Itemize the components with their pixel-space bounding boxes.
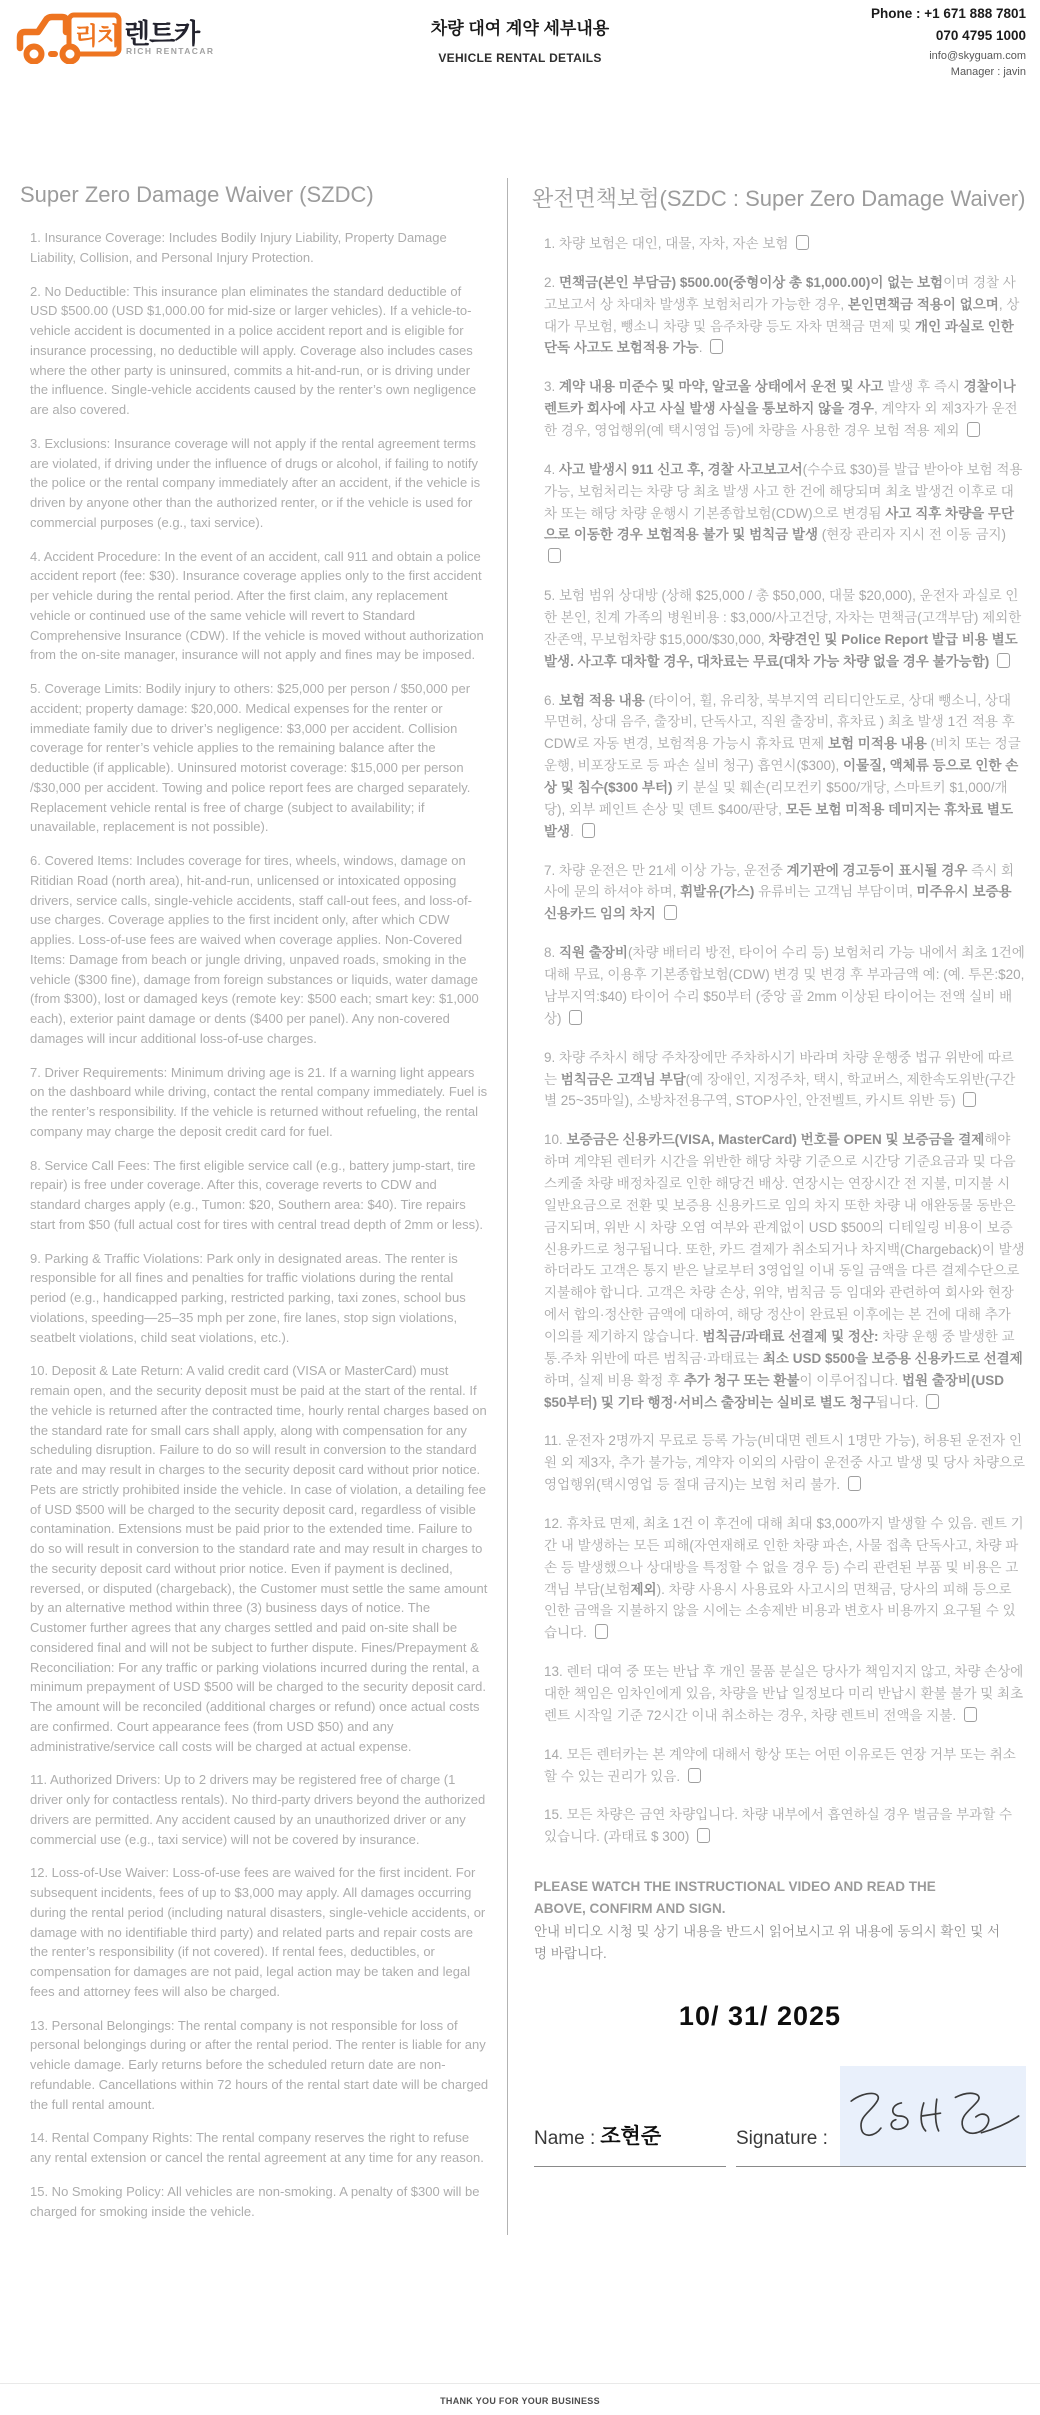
- confirm-checkbox[interactable]: [967, 422, 980, 437]
- confirm-checkbox[interactable]: [710, 339, 723, 354]
- contact-line: Phone : +1 671 888 7801: [871, 6, 1026, 21]
- policy-paragraph-kr: 15. 모든 차량은 금연 차량입니다. 차량 내부에서 흡연하실 경우 벌금을 부과할 수 있습니다. (과태료 $ 300): [544, 1807, 1013, 1845]
- contact-info: [871, 6, 1026, 78]
- policy-list-kr: [532, 233, 1026, 1848]
- name-value: 조현준: [600, 2124, 662, 2148]
- policy-paragraph-kr: 12. 휴차료 면제, 최초 1건 이 후건에 대해 최대 $3,000까지 발생할 수 있음. 렌트 기간 내 발생하는 모든 피해(자연재해로 인한 차량 파손, 사물 접촉 단독사고, 차량 파손 등 발생했으나 상대방을 특정할 수 없을 경우 등) 수리 관련된 부품 및 비용은 고객님 부담(보험제외). 차량 사용시 사용료와 사고시의 면책금, 당사의 피해 등으로 인한 금액을 지불하지 않을 시에는 소송제반 비용과 변호사 비용까지 요구될 수 있습니다.: [544, 1515, 1024, 1641]
- policy-paragraph-en: 1. Insurance Coverage: Includes Bodily Injury Liability, Property Damage Liability, Collision, and Personal Injury Protection.: [30, 230, 447, 265]
- logo-text-rentcar: 렌트카: [124, 19, 200, 49]
- company-logo: [12, 8, 242, 68]
- document-title-kr: 차량 대여 계약 세부내용: [430, 19, 610, 38]
- contact-line: 070 4795 1000: [935, 28, 1026, 43]
- document-title-en: VEHICLE RENTAL DETAILS: [438, 51, 602, 65]
- policy-paragraph-en: 10. Deposit & Late Return: A valid credit card (VISA or MasterCard) must remain open, and the security deposit must be paid at the start of the rental. If the vehicle is returned after the contracted time, hourly rental charges based on the standard rate for small cars shall apply, along with compensation for any scheduling disruption. Failure to do so will result in conversion to the standard rate and may result in charges to the security deposit card without prior notice. Pets are strictly prohibited inside the vehicle. In case of violation, a detailing fee of USD $500 will be charged to the security deposit card, regardless of visible contamination. Extensions must be paid prior to the extended time. Failure to do so will result in conversion to the standard rate and may result in charges to the security deposit card without prior notice. Even if payment is declined, reversed, or disputed (chargeback), the Customer must settle the same amount by an alternative method within three (3) business days of notice. The Customer further agrees that any charges settled and paid on-site shall be considered final and will not be subject to further dispute. Fines/Prepayment & Reconciliation: For any traffic or parking violations incurred during the rental, a minimum prepayment of USD $500 will be charged to the security deposit card. The amount will be reconciled (additional charges or refund) once actual costs are confirmed. Court appearance fees (from USD $50) and any administrative/service call costs will be charged at actual expense.: [30, 1363, 488, 1754]
- page-footer: [0, 2383, 1040, 2415]
- policy-paragraph-kr: 2. 면책금(본인 부담금) $500.00(중형이상 총 $1,000.00)이 없는 보험이며 경찰 사고보고서 상 차대차 발생후 보험처리가 가능한 경우, 본인면책금 적용이 없으며, 상대가 무보험, 뺑소니 차량 및 음주차량 등도 자차 면책금 면제 및 개인 과실로 인한 단독 사고도 보험적용 가능.: [544, 274, 1020, 356]
- policy-list-en: [20, 228, 489, 2221]
- confirm-checkbox[interactable]: [796, 235, 809, 250]
- policy-paragraph-en: 2. No Deductible: This insurance plan eliminates the standard deductible of USD $500.00 (USD $1,000.00 for mid-size or larger vehicles). If a vehicle-to-vehicle accident is documented in a police accident report and is eligible for insurance processing, no deductible will apply. Coverage also includes cases where the other party is uninsured, commits a hit-and-run, or is driving under the influence. Single-vehicle accidents caused by the renter’s own negligence are also covered.: [30, 283, 477, 417]
- policy-paragraph-kr: 1. 차량 보험은 대인, 대물, 자차, 자손 보험: [544, 233, 1026, 255]
- policy-paragraph-kr: 11. 운전자 2명까지 무료로 등록 가능(비대면 렌트시 1명만 가능), 허용된 운전자 인원 외 제3자, 추가 불가능, 계약자 이외의 사람이 운전중 사고 발생 및 당사 차량으로 영업행위(택시영업 등 절대 금지)는 보험 처리 불가.: [544, 1433, 1026, 1493]
- signature-image: [840, 2074, 1026, 2158]
- confirm-checkbox[interactable]: [569, 1010, 582, 1025]
- contract-date: 10/ 31/ 2025: [678, 2000, 842, 2031]
- confirmation-area: [534, 1876, 1026, 2166]
- policy-paragraph-en: 14. Rental Company Rights: The rental company reserves the right to refuse any rental extension or cancel the rental agreement at any time for any reason.: [30, 2130, 484, 2165]
- confirm-checkbox[interactable]: [697, 1828, 710, 1843]
- logo-text-richi: 리치: [74, 23, 120, 50]
- policy-paragraph-en: 6. Covered Items: Includes coverage for tires, wheels, windows, damage on Ritidian Road (north area), hit-and-run, unlicensed or intoxicated opposing drivers, service calls, single-vehicle accidents, staff call-out fees, and loss-of-use charges. Coverage applies to the first incident only, after which CDW applies. Loss-of-use fees are waived when coverage applies. Non-Covered Items: Damage from beach or jungle driving, unpaved roads, smoking in the vehicle ($300 fine), damage from foreign substances or liquids, water damage (from $300), lost or damaged keys (remote key: $500 each; smart key: $1,000 each), exterior paint damage or dents ($400 per panel). Any non-covered damages will incur additional loss-of-use charges.: [30, 853, 479, 1046]
- confirm-checkbox[interactable]: [582, 823, 595, 838]
- confirm-checkbox[interactable]: [997, 653, 1010, 668]
- policy-paragraph-kr: 5. 보험 범위 상대방 (상해 $25,000 / 총 $50,000, 대물 $20,000), 운전자 과실로 인한 본인, 친계 가족의 병원비용 : $3,000/사고건당, 자차는 면책금(고객부담) 제외한 잔존액, 무보험차량 $15,000/$30,000, 차량견인 및 Police Report 발급 비용 별도 발생. 사고후 대차할 경우, 대차료는 무료(대차 가능 차량 없을 경우 불가능함): [544, 588, 1022, 669]
- policy-paragraph-kr: 8. 직원 출장비(차량 배터리 방전, 타이어 수리 등) 보험처리 가능 내에서 최초 1건에 대해 무료, 이용후 기본종합보험(CDW) 변경 및 변경 후 부과금액 예: (예. 투몬:$20, 남부지역:$40) 타이어 수리 $50부터 (중앙 골 2mm 이상된 타이어는 전액 실비 배상): [544, 945, 1025, 1026]
- korean-terms-section: [507, 178, 1026, 2235]
- contact-line: Manager : javin: [950, 66, 1026, 78]
- footer-thanks: THANK YOU FOR YOUR BUSINESS: [440, 2396, 600, 2406]
- policy-paragraph-en: 11. Authorized Drivers: Up to 2 drivers may be registered free of charge (1 driver only for contactless rentals). No third-party drivers beyond the authorized drivers are permitted. Any accident caused by an unauthorized driver or any commercial use (e.g., taxi service) will not be covered by insurance.: [30, 1772, 486, 1847]
- policy-paragraph-en: 12. Loss-of-Use Waiver: Loss-of-use fees are waived for the first incident. For subsequent incidents, fees of up to $3,000 may apply. All damages occurring during the rental period (including natural disasters, single-vehicle accidents, or damage with no identifiable third party) and related parts and repair costs are the renter’s responsibility (if not covered). If rental fees, deductibles, or compensation for damages are not paid, legal action may be taken and legal fees and attorney fees will also be charged.: [30, 1865, 486, 1999]
- confirm-checkbox[interactable]: [964, 1707, 977, 1722]
- korean-section-title: 완전면책보험(SZDC : Super Zero Damage Waiver): [532, 186, 1026, 211]
- policy-paragraph-en: 4. Accident Procedure: In the event of an accident, call 911 and obtain a police accident report (fee: $30). Insurance coverage applies only to the first accident per vehicle during the rental period. After the first claim, any replacement vehicle or continued use of the same vehicle will revert to Standard Comprehensive Insurance (CDW). If the vehicle is moved without authorization from the on-site manager, insurance will not apply and fines may be imposed.: [30, 548, 484, 663]
- policy-paragraph-kr: 13. 렌터 대여 중 또는 반납 후 개인 물품 분실은 당사가 책임지지 않고, 차량 손상에 대한 책임은 임차인에게 있음, 차량을 반납 일정보다 미리 반납시 환불 불가 및 최초 렌트 시작일 기준 72시간 이내 취소하는 경우, 차량 렌트비 전액을 지불.: [544, 1664, 1024, 1723]
- signature-row: [534, 2066, 1026, 2167]
- policy-paragraph-en: 9. Parking & Traffic Violations: Park only in designated areas. The renter is responsible for all fines and penalties for traffic violations during the rental period (e.g., handicapped parking, restricted parking, taxi zones, school bus violations, speeding—25–35 mph per zone, fire lanes, stop sign violations, seatbelt violations, child seat violations, etc.).: [30, 1250, 466, 1345]
- logo-subtext: RICH RENTACAR: [126, 46, 215, 56]
- confirm-checkbox[interactable]: [548, 548, 561, 563]
- policy-paragraph-en: 5. Coverage Limits: Bodily injury to others: $25,000 per person / $50,000 per accident; property damage: $20,000. Medical expenses for the renter or immediate family due to driver’s negligence: $3,000 per accident. Collision coverage for renter’s vehicle applies to the remaining balance after the deductible (if applicable). Uninsured motorist coverage: $15,000 per person /$30,000 per accident. Towing and police report fees are charged separately. Replacement vehicle rental is free of charge (subject to availability; if unavailable, replacement is not possible).: [30, 681, 471, 835]
- policy-paragraph-kr: 10. 보증금은 신용카드(VISA, MasterCard) 번호를 OPEN 및 보증금을 결제해야 하며 계약된 렌터카 시간을 위반한 해당 차량 기준으로 시간당 기준요금과 및 다음 스케줄 차량 배정차질로 인한 해당건 배상. 연장시는 연장시간 전 지불, 미지불 시 일반요금으로 전환 및 보증용 신용카드로 임의 차지 또한 차량 내 애완동물 동반은 금지되며, 위반 시 차량 오염 여부와 관계없이 USD $500의 디테일링 비용이 보증 신용카드로 청구됩니다. 또한, 카드 결제가 취소되거나 차지백(Chargeback)이 발생하더라도 고객은 통지 받은 날로부터 3영업일 이내 동일 금액을 다른 결제수단으로 지불해야 합니다. 고객은 차량 손상, 위약, 범칙금 등 임대와 관련하여 회사와 현장에서 합의·정산한 금액에 대하여, 해당 정산이 완료된 이후에는 본 건에 대해 추가 이의를 제기하지 않습니다. 범칙금/과태료 선결제 및 정산: 차량 운행 중 발생한 교통.주차 위반에 따른 범칙금·과태료는 최소 USD $500을 보증용 신용카드로 선결제하며, 실제 비용 확정 후 추가 청구 또는 환불이 이루어집니다. 법원 출장비(USD $50부터) 및 기타 행정·서비스 출장비는 실비로 별도 청구됩니다.: [544, 1132, 1025, 1410]
- policy-paragraph-en: 3. Exclusions: Insurance coverage will not apply if the rental agreement terms are violated, if driving under the influence of drugs or alcohol, if failing to notify the police or the rental company immediately after an accident, if the vehicle is driven by anyone other than the authorized renter, or if the vehicle is used for commercial purposes (e.g., taxi service).: [30, 435, 481, 530]
- sign-notice-en: PLEASE WATCH THE INSTRUCTIONAL VIDEO AND READ THE ABOVE, CONFIRM AND SIGN.: [534, 1879, 936, 1916]
- contact-line: info@skyguam.com: [929, 50, 1026, 62]
- page-header: [0, 0, 1040, 112]
- confirm-checkbox[interactable]: [688, 1768, 701, 1783]
- policy-paragraph-en: 15. No Smoking Policy: All vehicles are non-smoking. A penalty of $300 will be charged for smoking inside the vehicle.: [30, 2183, 480, 2219]
- name-label: Name :: [534, 2127, 596, 2149]
- policy-paragraph-kr: 6. 보험 적용 내용 (타이어, 휠, 유리창, 북부지역 리티디안도로, 상대 뺑소니, 상대 무면허, 상대 음주, 출장비, 단독사고, 직원 출장비, 휴차료 ) 최초 발생 1건 적용 후 CDW로 자동 변경, 보험적용 가능시 휴차료 면제 보험 미적용 내용 (비치 또는 정글 운행, 비포장도로 등 파손 실비 청구) 흡연시($300), 이물질, 액체류 등으로 인한 손상 및 침수($300 부터) 키 분실 및 훼손(리모컨키 $500/개당, 스마트키 $1,000/개당), 외부 페인트 손상 및 덴트 $400/판당, 모든 보험 미적용 데미지는 휴차료 별도 발생.: [544, 692, 1021, 839]
- signature-label: Signature :: [736, 2127, 828, 2149]
- confirm-checkbox[interactable]: [848, 1476, 861, 1491]
- policy-paragraph-kr: 9. 차량 주차시 해당 주차장에만 주차하시기 바라며 차량 운행중 법규 위반에 따르는 범칙금은 고객님 부담(예 장애인, 지정주차, 택시, 학교버스, 제한속도위반(구간별 25~35마일), 소방차전용구역, STOP사인, 안전벨트, 카시트 위반 등): [544, 1049, 1016, 1109]
- policy-paragraph-en: 7. Driver Requirements: Minimum driving age is 21. If a warning light appears on the dashboard while driving, contact the rental company immediately. Fuel is the renter’s responsibility. If the vehicle is returned without refueling, the rental company may charge the deposit credit card for fuel.: [30, 1064, 488, 1139]
- policy-paragraph-kr: 3. 계약 내용 미준수 및 마약, 알코올 상태에서 운전 및 사고 발생 후 즉시 경찰이나 렌트카 회사에 사고 사실 발생 사실을 통보하지 않을 경우, 계약자 외 제3자가 운전한 경우, 영업행위(예 택시영업 등)에 차량을 사용한 경우 보험 적용 제외: [544, 379, 1018, 439]
- signature-pad[interactable]: [840, 2066, 1026, 2166]
- signature-field: [736, 2066, 1026, 2167]
- policy-paragraph-en: 13. Personal Belongings: The rental company is not responsible for loss of personal belongings during or after the rental period. The renter is liable for any vehicle damage. Early returns before the scheduled return date are non-refundable. Cancellations within 72 hours of the rental start date will be charged the full rental amount.: [30, 2017, 489, 2112]
- content-columns: [20, 178, 1026, 2235]
- confirm-checkbox[interactable]: [963, 1092, 976, 1107]
- policy-paragraph-kr: 4. 사고 발생시 911 신고 후, 경찰 사고보고서(수수료 $30)를 발급 받아야 보험 적용 가능, 보험처리는 차량 당 최초 발생 사고 한 건에 해당되며 최초 발생건 이후로 대차 또는 해당 차량 운행시 기본종합보험(CDW)으로 변경됨 사고 직후 차량을 무단으로 이동한 경우 보험적용 불가 및 범칙금 발생 (현장 관리자 지시 전 이동 금지): [544, 459, 1026, 568]
- policy-paragraph-kr: 7. 차량 운전은 만 21세 이상 가능, 운전중 계기판에 경고등이 표시될 경우 즉시 회사에 문의 하셔야 하며, 휘발유(가스) 유류비는 고객님 부담이며, 미주유시 보증용 신용카드 임의 차지: [544, 862, 1015, 922]
- sign-notice-kr: 안내 비디오 시청 및 상기 내용을 반드시 읽어보시고 위 내용에 동의시 확인 및 서명 바랍니다.: [534, 1924, 1001, 1961]
- english-terms-section: [20, 178, 507, 2235]
- english-section-title: Super Zero Damage Waiver (SZDC): [20, 182, 374, 207]
- policy-paragraph-kr: 14. 모든 렌터카는 본 계약에 대해서 항상 또는 어떤 이유로든 연장 거부 또는 취소할 수 있는 권리가 있음.: [544, 1746, 1016, 1784]
- policy-paragraph-en: 8. Service Call Fees: The first eligible service call (e.g., battery jump-start, tire repair) is free under coverage. After this, coverage reverts to CDW and standard charges apply (e.g., Tumon: $20, Southern area: $40). Tire repairs start from $50 (full actual cost for tires with central tread depth of 2mm or less).: [30, 1157, 484, 1232]
- confirm-checkbox[interactable]: [926, 1394, 939, 1409]
- confirm-checkbox[interactable]: [595, 1624, 608, 1639]
- name-field: [534, 2066, 726, 2167]
- confirm-checkbox[interactable]: [664, 905, 677, 920]
